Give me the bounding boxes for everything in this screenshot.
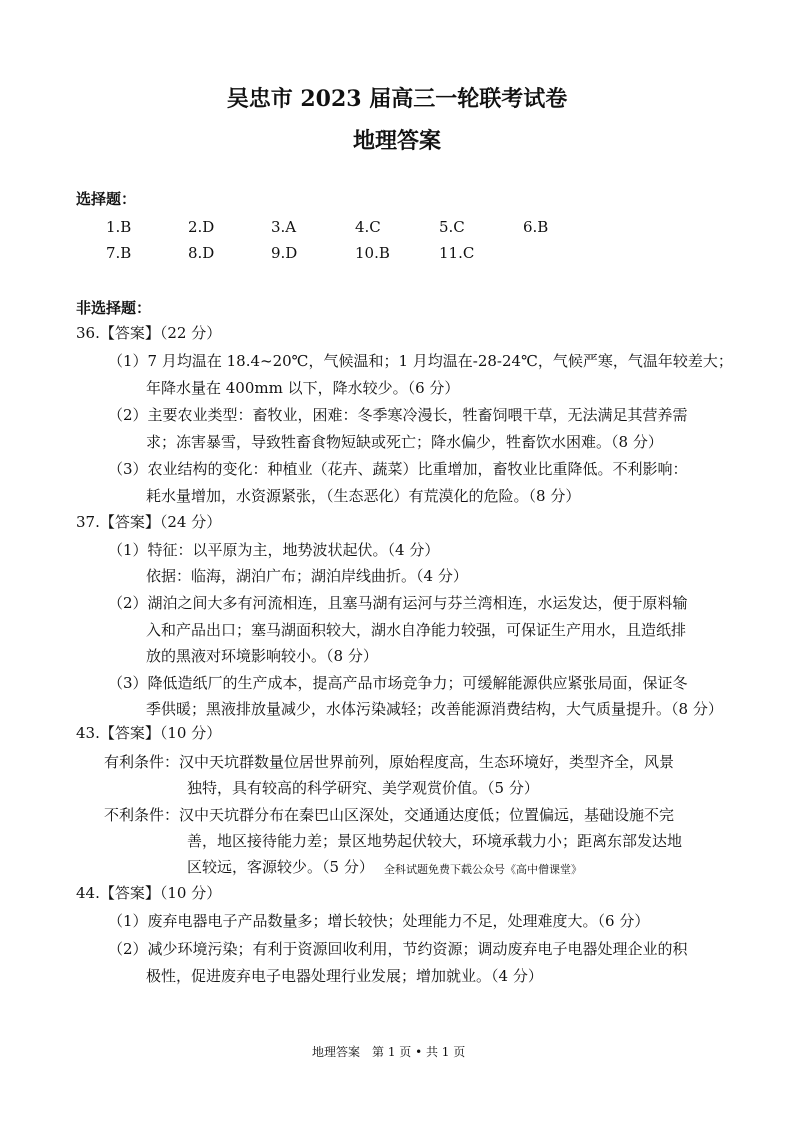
q36-line: （2）主要农业类型：畜牧业，困难：冬季寒冷漫长，牲畜饲喂干草，无法满足其营养需 — [108, 406, 688, 424]
q37-heading: 37.【答案】（24 分） — [76, 513, 222, 531]
q43-heading: 43.【答案】（10 分） — [76, 724, 222, 742]
choice-answer: 7.B — [106, 244, 132, 262]
choice-answer: 8.D — [188, 244, 215, 262]
q37-line: 放的黑液对环境影响较小。（8 分） — [146, 647, 378, 665]
choice-answer: 2.D — [188, 218, 215, 236]
q37-line: 入和产品出口；塞马湖面积较大，湖水自净能力较强，可保证生产用水，且造纸排 — [146, 621, 687, 639]
q37-line: （1）特征：以平原为主，地势波状起伏。（4 分） — [108, 541, 440, 559]
q36-line: （1）7 月均温在 18.4~20℃，气候温和；1 月均温在-28-24℃，气候严寒，气温年较差大； — [108, 352, 733, 370]
choice-answer: 11.C — [439, 244, 475, 262]
q43-line: 区较远，客源较少。（5 分） — [187, 858, 374, 876]
choice-answer: 4.C — [355, 218, 381, 236]
q43-line: 有利条件：汉中天坑群数量位居世界前列，原始程度高，生态环境好，类型齐全，风景 — [104, 753, 675, 771]
q44-line: （1）废弃电器电子产品数量多；增长较快；处理能力不足，处理难度大。（6 分） — [108, 912, 650, 930]
exam-subtitle: 地理答案 — [352, 129, 441, 154]
q36-line: 求；冻害暴雪，导致牲畜食物短缺或死亡；降水偏少，牲畜饮水困难。（8 分） — [146, 433, 663, 451]
q37-line: 季供暖；黑液排放量减少，水体污染减轻；改善能源消费结构，大气质量提升。（8 分） — [146, 700, 723, 718]
nonchoice-heading: 非选择题： — [76, 299, 152, 317]
q43-line: 不利条件：汉中天坑群分布在秦巴山区深处，交通通达度低；位置偏远，基础设施不完 — [104, 806, 675, 824]
choice-answer: 3.A — [271, 218, 297, 236]
q44-line: （2）减少环境污染；有利于资源回收利用，节约资源；调动废弃电子电器处理企业的积 — [108, 940, 688, 958]
q36-line: （3）农业结构的变化：种植业（花卉、蔬菜）比重增加，畜牧业比重降低。不利影响： — [108, 460, 688, 478]
q37-line: （3）降低造纸厂的生产成本，提高产品市场竞争力；可缓解能源供应紧张局面，保证冬 — [108, 674, 688, 692]
q36-heading: 36.【答案】（22 分） — [76, 324, 222, 342]
q43-line: 善，地区接待能力差；景区地势起伏较大，环境承载力小；距离东部发达地 — [187, 832, 683, 850]
watermark-note: 全科试题免费下载公众号《高中僧课堂》 — [384, 863, 582, 876]
choice-heading: 选择题： — [76, 190, 137, 208]
q44-heading: 44.【答案】（10 分） — [76, 884, 222, 902]
q36-line: 年降水量在 400mm 以下，降水较少。（6 分） — [146, 379, 460, 397]
page-footer: 地理答案 第 1 页 • 共 1 页 — [312, 1045, 466, 1059]
q44-line: 极性，促进废弃电子电器处理行业发展；增加就业。（4 分） — [146, 967, 543, 985]
choice-answer: 1.B — [106, 218, 132, 236]
choice-answer: 5.C — [439, 218, 465, 236]
choice-answer: 9.D — [271, 244, 298, 262]
q37-line: （2）湖泊之间大多有河流相连，且塞马湖有运河与芬兰湾相连，水运发达，便于原料输 — [108, 594, 688, 612]
exam-title: 吴忠市 2023 届高三一轮联考试卷 — [226, 86, 568, 112]
choice-answer: 6.B — [523, 218, 549, 236]
choice-answer: 10.B — [355, 244, 390, 262]
q37-line: 依据：临海，湖泊广布；湖泊岸线曲折。（4 分） — [146, 567, 468, 585]
q43-line: 独特，具有较高的科学研究、美学观赏价值。（5 分） — [187, 779, 539, 797]
q36-line: 耗水量增加，水资源紧张，（生态恶化）有荒漠化的危险。（8 分） — [146, 487, 581, 505]
